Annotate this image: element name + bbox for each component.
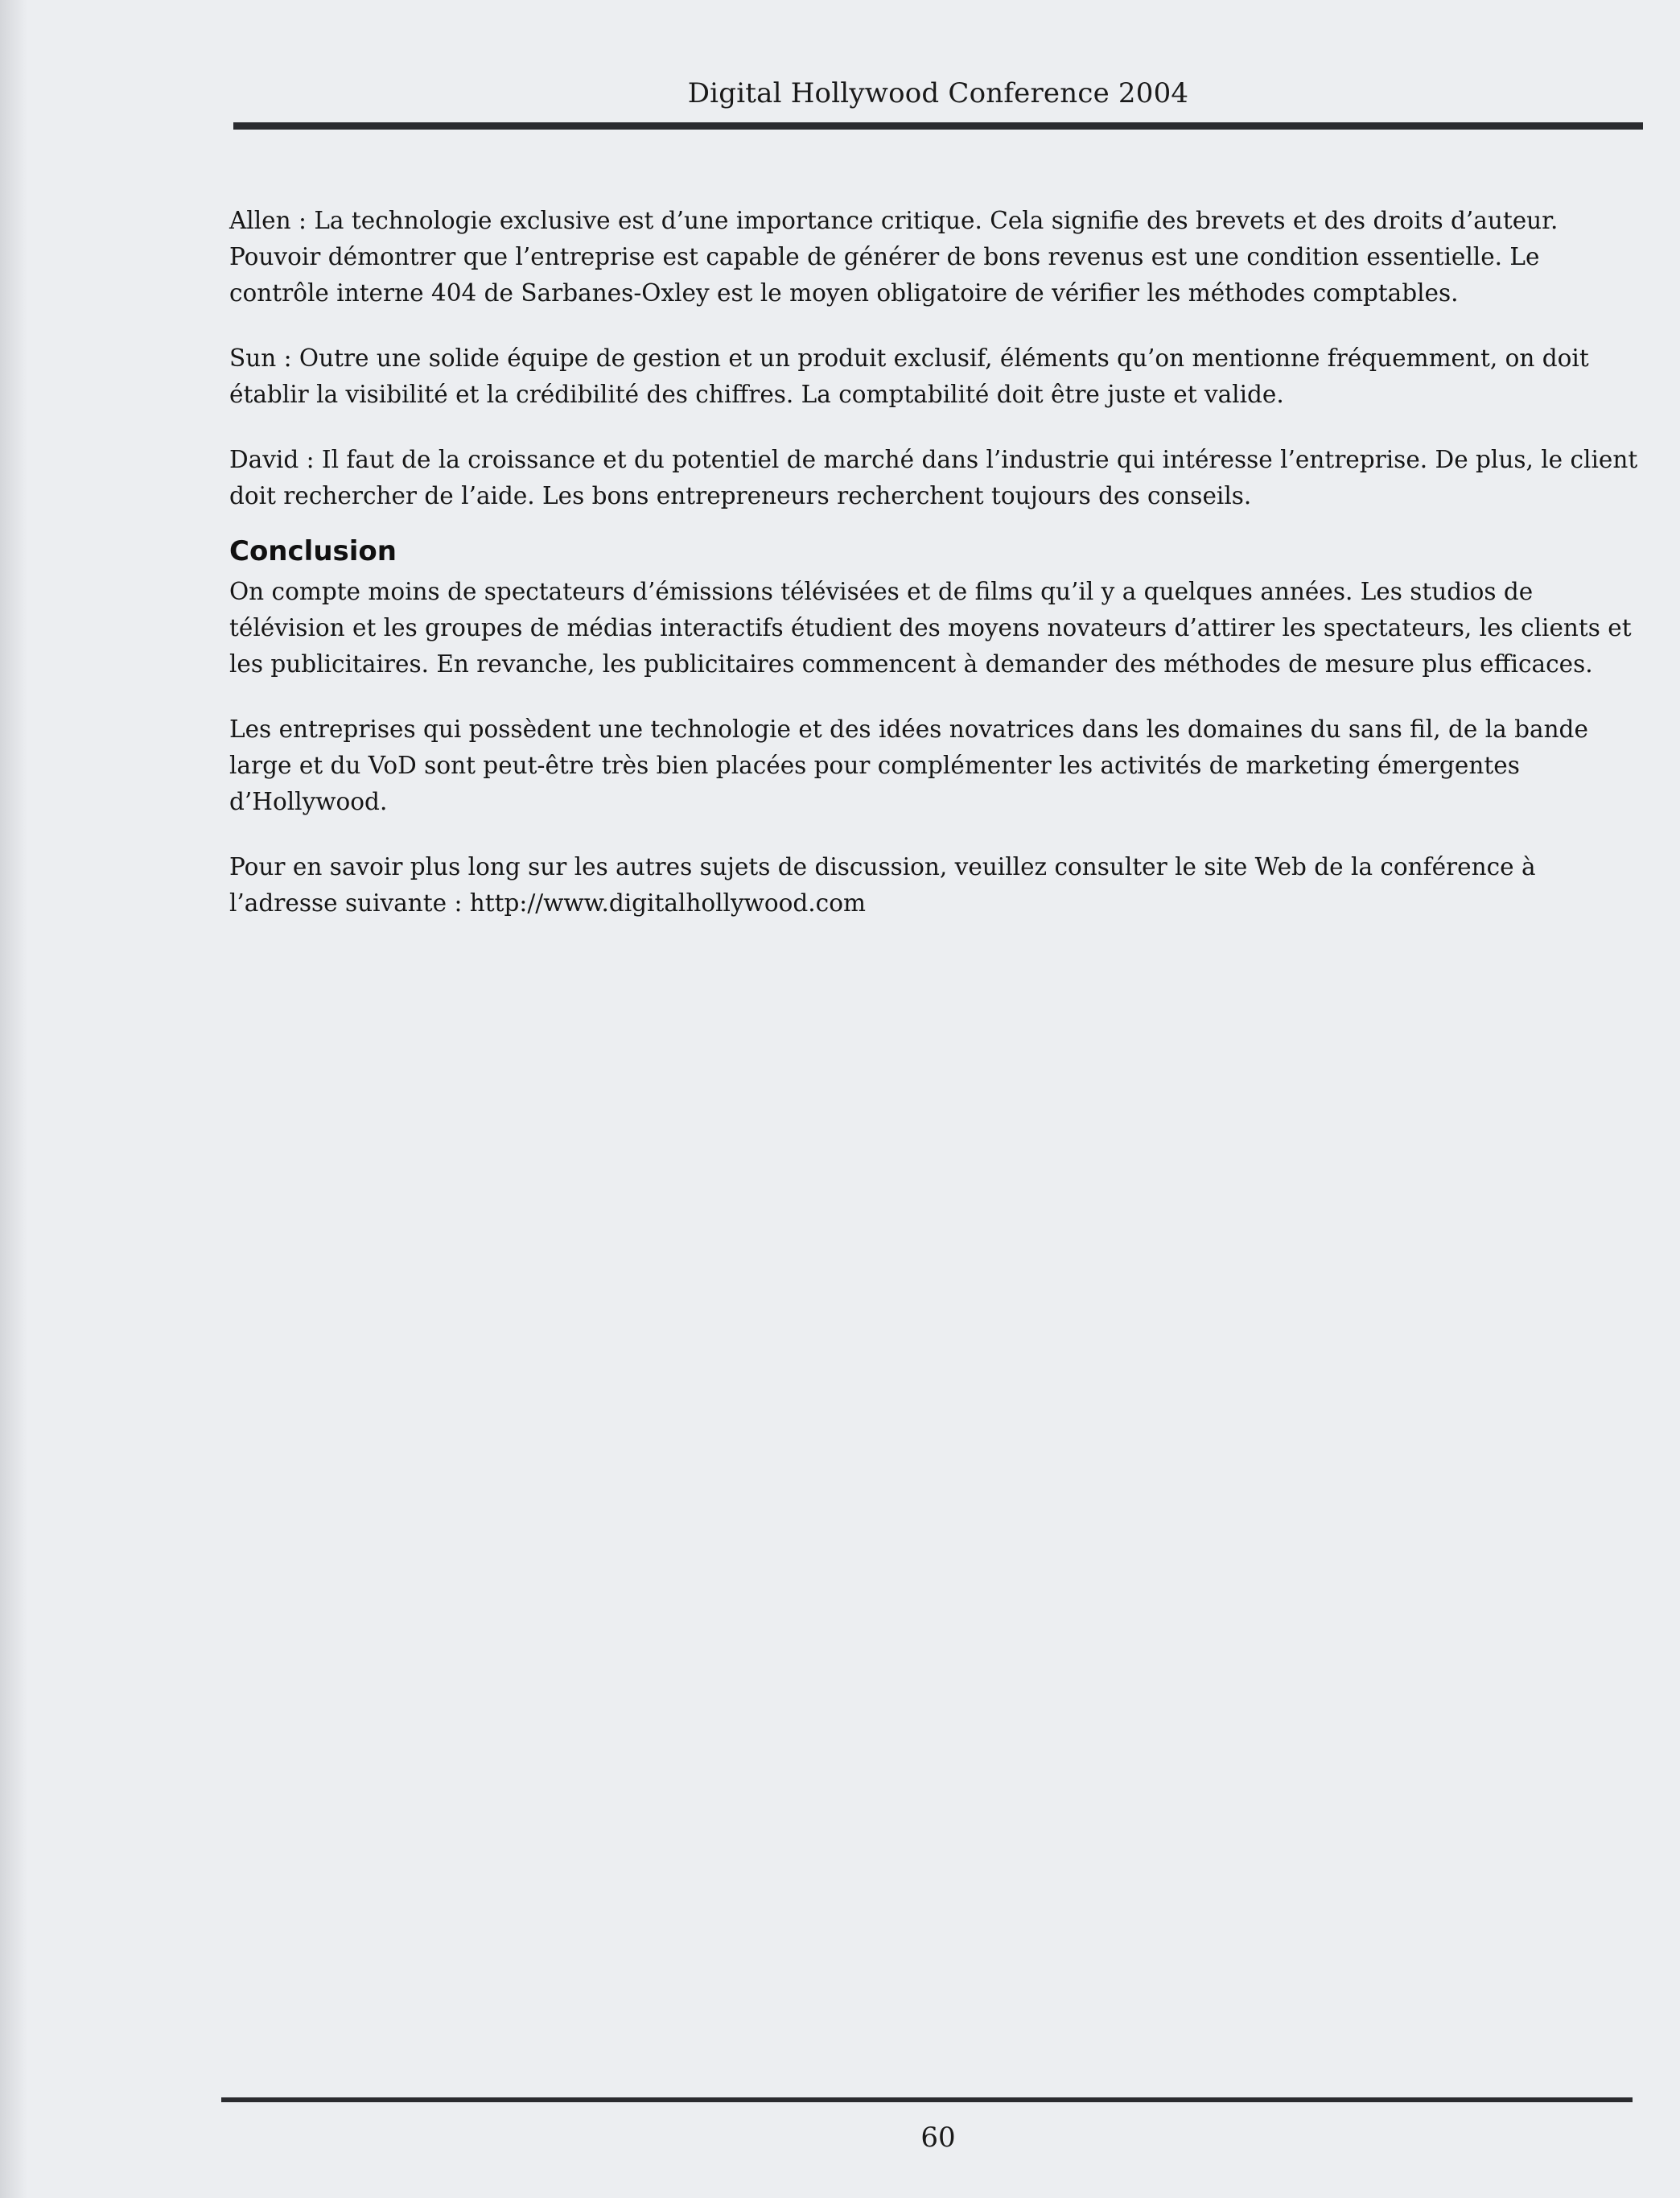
paragraph-david: David : Il faut de la croissance et du potentiel de marché dans l’industrie qui intéresse l’entreprise. De plus, le client doit rechercher de l’aide. Les bons entrepreneurs recherchent toujours des conseils. bbox=[229, 446, 1638, 509]
section-heading-conclusion: Conclusion bbox=[229, 535, 397, 567]
paragraph-sun: Sun : Outre une solide équipe de gestion et un produit exclusif, éléments qu’on mentionne fréquemment, on doit établir la visibilité et la crédibilité des chiffres. La comptabilité doit être juste et valide. bbox=[229, 344, 1589, 408]
paragraph-allen: Allen : La technologie exclusive est d’une importance critique. Cela signifie des brevets et des droits d’auteur. Pouvoir démontrer que l’entreprise est capable de générer de bons revenus est une condition essentielle. Le contrôle interne 404 de Sarbanes-Oxley est le moyen obligatoire de vérifier les méthodes comptables. bbox=[229, 207, 1559, 307]
footer-rule bbox=[221, 2097, 1633, 2102]
paragraph-conclusion-3: Pour en savoir plus long sur les autres sujets de discussion, veuillez consulter le site Web de la conférence à l’adresse suivante : http://www.digitalhollywood.com bbox=[229, 853, 1536, 917]
paragraph-conclusion-2: Les entreprises qui possèdent une technologie et des idées novatrices dans les domaines du sans fil, de la bande large et du VoD sont peut-être très bien placées pour complémenter les activités de marketing émergentes d’Hollywood. bbox=[229, 715, 1588, 815]
body-text bbox=[229, 203, 1644, 951]
running-head: Digital Hollywood Conference 2004 bbox=[687, 77, 1189, 109]
page-spine-shadow bbox=[0, 0, 27, 2198]
page-number: 60 bbox=[920, 2122, 956, 2154]
paragraph-conclusion-1: On compte moins de spectateurs d’émissions télévisées et de films qu’il y a quelques années. Les studios de télévision et les groupes de médias interactifs étudient des moyens novateurs d’attirer les spectateurs, les clients et les publicitaires. En revanche, les publicitaires commencent à demander des méthodes de mesure plus efficaces. bbox=[229, 578, 1632, 678]
header-rule bbox=[233, 122, 1643, 130]
